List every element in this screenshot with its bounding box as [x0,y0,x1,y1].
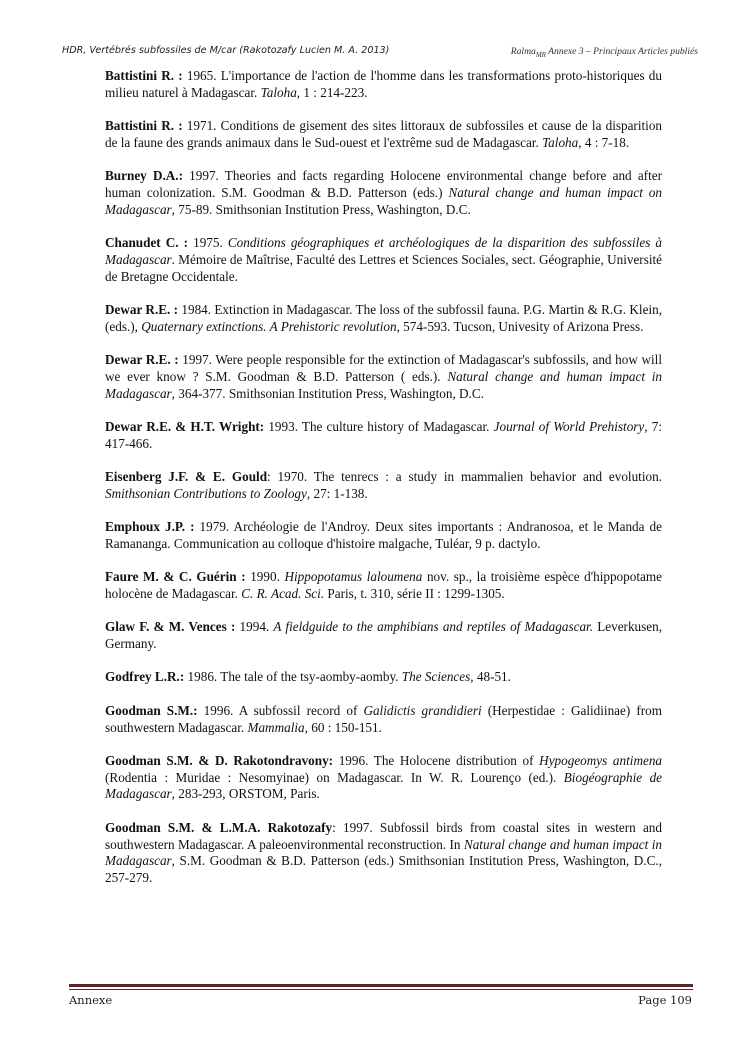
reference-text: 4 : 7-18. [581,134,630,150]
reference-authors: Chanudet C. : [105,235,189,251]
reference-italic-title: Conditions géographiques et archéologiques de la disparition des subfossiles à Madagascar [105,235,662,267]
reference-italic-title: Taloha, [542,134,582,150]
reference-text: , 364-377. Smithsonian Institution Press, Washington, D.C. [171,385,484,401]
reference-text: 1990. [245,569,285,585]
reference-text: , 27: 1-138. [306,485,368,501]
reference-italic-title: Mammalia, [247,719,308,735]
reference-authors: Goodman S.M. & L.M.A. Rakotozafy [105,819,333,835]
reference-text: , 574-593. Tucson, Univesity of Arizona Press. [396,318,644,334]
reference-text: . Mémoire de Maîtrise, Faculté des Lettres et Sciences Sociales, sect. Géographie, Université de Bretagne Occidentale. [105,251,663,284]
footer-rule [69,984,693,987]
footer-section-label: Annexe [69,993,113,1007]
reference-text: 1993. The culture history of Madagascar. [264,418,494,434]
reference-entry [105,68,662,102]
reference-authors: Emphoux J.P. : [105,519,195,535]
reference-entry [105,820,662,887]
header-right-prefix: Ralma [510,46,536,57]
reference-text: 1986. The tale of the tsy-aomby-aomby. [184,669,402,685]
reference-authors: Dewar R.E. : [105,301,179,317]
reference-entry [105,569,662,603]
reference-italic-title: Hippopotamus laloumena [284,569,423,585]
reference-text: nov. sp., la troisième espèce d'hippopotame holocène de Madagascar. [105,569,662,602]
reference-authors: Goodman S.M.: [105,702,198,718]
reference-italic-title: Natural change and human impact in Madagascar [105,836,662,869]
reference-text: 1997. Theories and facts regarding Holocene environmental change before and after human colonization. S.M. Goodman & B.D. Patterson (eds.) [105,168,662,200]
reference-text: Leverkusen, Germany. [105,619,663,652]
reference-italic-title: C. R. Acad. Sci. [241,586,325,602]
reference-italic-title: A fieldguide to the amphibians and reptiles of Madagascar. [273,619,594,635]
reference-text: 1984. Extinction in Madagascar. The loss of the subfossil fauna. P.G. Martin & R.G. Klein, (eds.), [105,301,662,334]
running-header-left: HDR, Vertébrés subfossiles de M/car (Rakotozafy Lucien M. A. 2013) [62,45,390,56]
reference-italic-title: Natural change and human impact in Madagascar [105,368,662,401]
reference-authors: Goodman S.M. & D. Rakotondravony: [105,752,334,768]
reference-text: 60 : 150-151. [307,719,382,735]
reference-authors: Burney D.A.: [105,168,183,184]
reference-authors: Dewar R.E. : [105,352,179,368]
reference-entry [105,753,662,803]
reference-entry [105,302,662,336]
reference-entry [105,168,662,218]
footer-rule-thin [69,989,693,990]
reference-authors: Battistini R. : [105,118,183,134]
reference-entry [105,519,662,553]
reference-italic-title: Hypogeomys antimena [539,752,663,768]
header-right-suffix: Annexe 3 – Principaux Articles publiés [545,46,698,57]
reference-text: Paris, t. 310, série II : 1299-1305. [324,586,505,602]
reference-authors: Eisenberg J.F. & E. Gould [105,469,268,485]
reference-text: : 1970. The tenrecs : a study in mammalien behavior and evolution. [267,469,662,485]
reference-text: 1979. Archéologie de l'Androy. Deux sites importants : Andranosoa, et le Manda de Ramananga. Communication au colloque d'histoire malgache, Tuléar, 9 p. dactylo. [105,519,662,551]
reference-text: , 75-89. Smithsonian Institution Press, Washington, D.C. [171,201,471,217]
reference-text: 1975. [188,235,228,251]
reference-text: , 7: 417-466. [105,418,662,451]
reference-authors: Godfrey L.R.: [105,669,185,685]
reference-entry [105,669,662,686]
reference-text: (Rodentia : Muridae : Nesomyinae) on Madagascar. In W. R. Lourenço (ed.). [105,769,564,785]
reference-authors: Battistini R. : [105,68,183,83]
reference-text: 1965. L'importance de l'action de l'homme dans les transformations proto-historiques du milieu naturel à Madagascar. [105,68,662,100]
reference-italic-title: Journal of World Prehistory [493,418,645,434]
reference-text: 1971. Conditions de gisement des sites littoraux de subfossiles et cause de la disparition de la faune des grands animaux dans le Sud-ouest et l'extrême sud de Madagascar. [105,118,663,150]
header-right-subscript: MR [535,50,546,59]
reference-italic-title: Quaternary extinctions. A Prehistoric revolution [141,318,397,334]
reference-italic-title: Smithsonian Contributions to Zoology [105,485,307,501]
reference-italic-title: Biogéographie de Madagascar [105,769,663,802]
reference-italic-title: Galidictis grandidieri [363,702,482,718]
reference-entry [105,619,662,653]
reference-text: , 283-293, ORSTOM, Paris. [171,786,320,802]
reference-text: 1997. Were people responsible for the extinction of Madagascar's subfossils, and how will we ever know ? S.M. Goodman & B.D. Patterson ( eds.). [105,352,662,384]
reference-italic-title: Natural change and human impact on Madagascar [105,184,662,217]
reference-text: 1994. [235,619,274,635]
reference-entry [105,352,662,402]
reference-authors: Glaw F. & M. Vences : [105,619,236,635]
reference-text: 1996. The Holocene distribution of [333,752,540,768]
page-number: Page 109 [638,993,692,1007]
reference-italic-title: Taloha, [260,84,301,100]
reference-entry [105,469,662,503]
running-header-right [511,46,698,59]
reference-text: , S.M. Goodman & B.D. Patterson (eds.) Smithsonian Institution Press, Washington, D.C., 257-279. [105,853,662,886]
reference-text: , 48-51. [470,669,511,685]
reference-entry [105,703,662,737]
reference-entry [105,419,662,453]
reference-list [105,68,662,903]
reference-authors: Faure M. & C. Guérin : [105,569,246,585]
reference-text: (Herpestidae : Galidiinae) from southwestern Madagascar. [105,702,663,735]
reference-text: 1 : 214-223. [300,84,368,100]
reference-text: 1996. A subfossil record of [197,702,364,718]
reference-authors: Dewar R.E. & H.T. Wright: [105,418,265,434]
reference-italic-title: The Sciences [401,669,471,685]
reference-entry [105,118,662,152]
reference-text: : 1997. Subfossil birds from coastal sites in western and southwestern Madagascar. A paleoenvironmental reconstruction. In [105,819,662,852]
reference-entry [105,235,662,285]
